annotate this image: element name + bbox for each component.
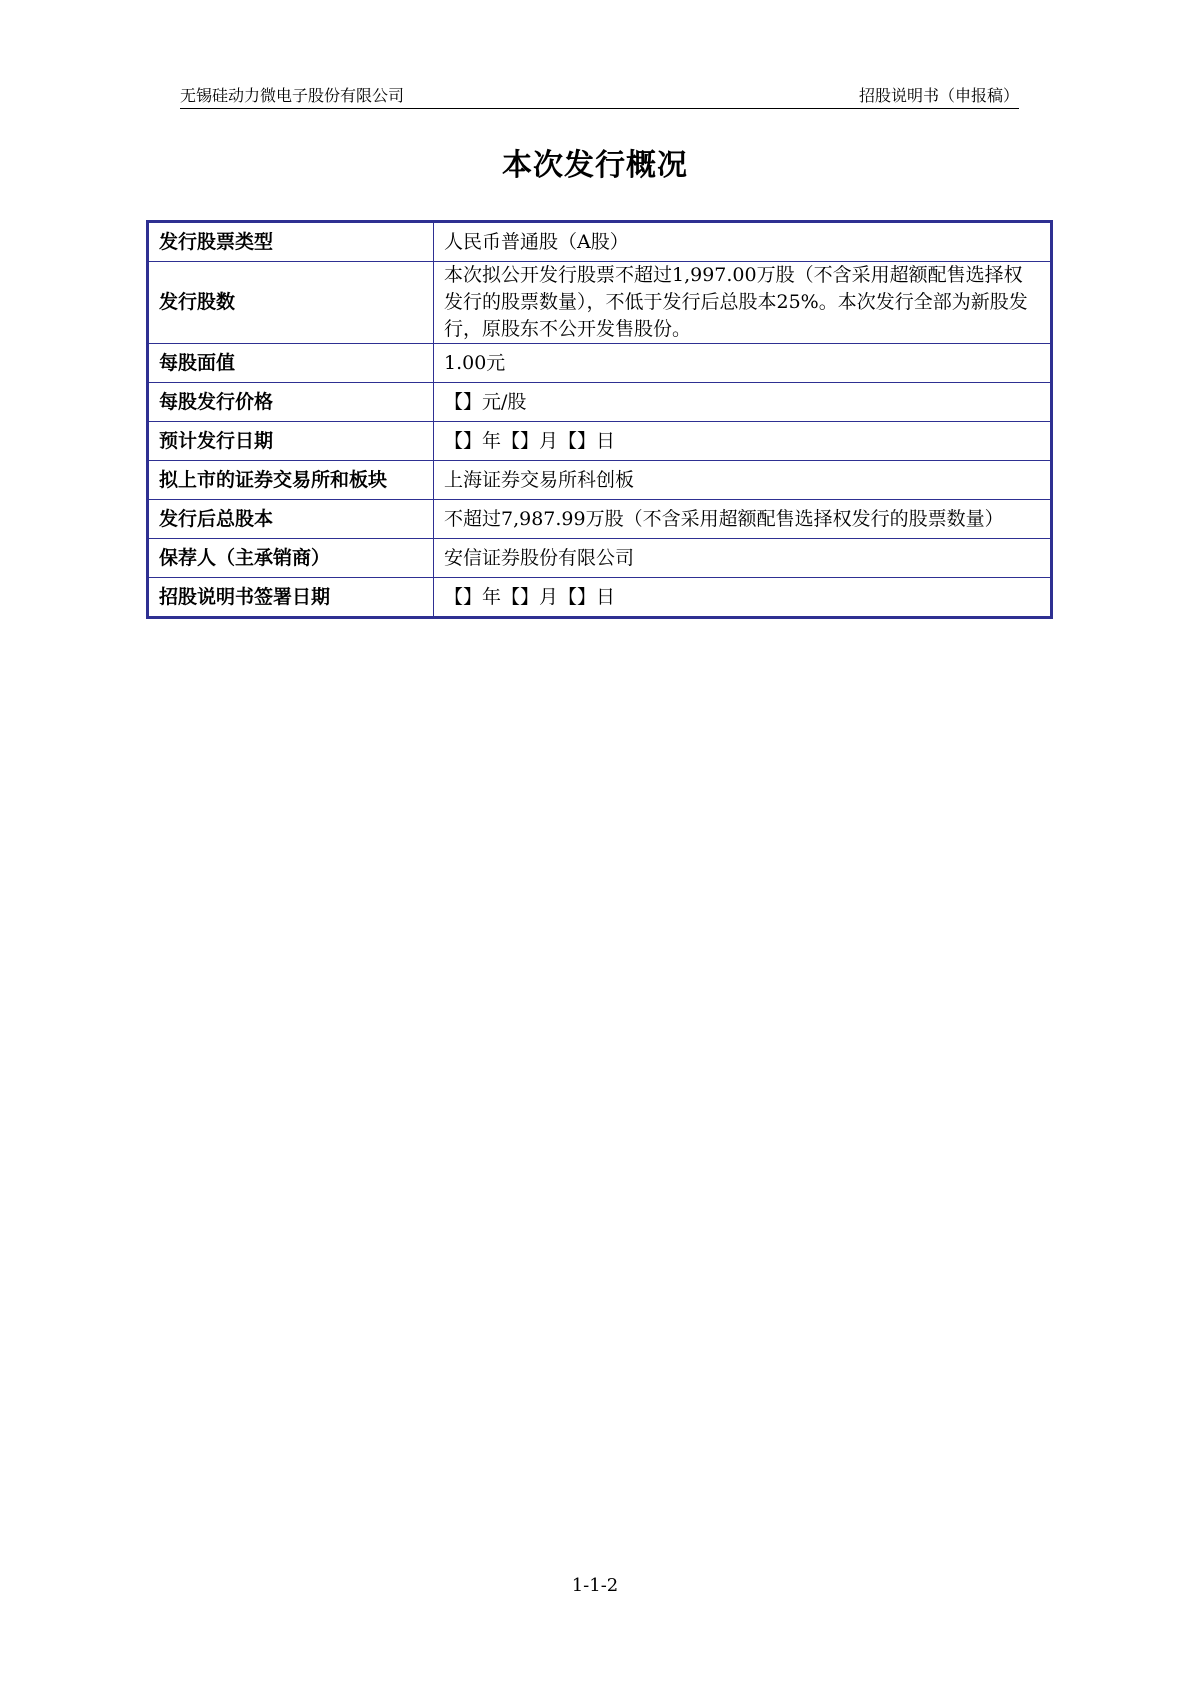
row-value: 【】年【】月【】日 [434,578,1052,618]
row-value: 【】年【】月【】日 [434,422,1052,461]
row-value: 不超过7,987.99万股（不含采用超额配售选择权发行的股票数量） [434,500,1052,539]
row-label: 发行后总股本 [148,500,434,539]
document-type: 招股说明书（申报稿） [858,86,1019,105]
table-row [148,461,1052,500]
row-label: 每股发行价格 [148,383,434,422]
page-title: 本次发行概况 [502,148,688,183]
page-number: 1-1-2 [571,1575,619,1596]
row-label: 每股面值 [148,344,434,383]
row-label: 发行股数 [148,262,434,344]
row-label: 拟上市的证券交易所和板块 [148,461,434,500]
table-row [148,383,1052,422]
row-value: 本次拟公开发行股票不超过1,997.00万股（不含采用超额配售选择权发行的股票数量），不低于发行后总股本25%。本次发行全部为新股发行，原股东不公开发售股份。 [434,262,1052,344]
row-label: 招股说明书签署日期 [148,578,434,618]
table-row [148,500,1052,539]
row-label: 保荐人（主承销商） [148,539,434,578]
company-name: 无锡硅动力微电子股份有限公司 [180,86,405,105]
row-value: 1.00元 [434,344,1052,383]
table-row [148,539,1052,578]
page-header [180,84,1019,109]
table-row [148,578,1052,618]
table-row [148,262,1052,344]
row-label: 发行股票类型 [148,222,434,262]
row-value: 人民币普通股（A股） [434,222,1052,262]
row-label: 预计发行日期 [148,422,434,461]
issuance-overview-table [146,220,1053,619]
table-row [148,422,1052,461]
row-value: 上海证券交易所科创板 [434,461,1052,500]
table-row [148,344,1052,383]
row-value: 【】元/股 [434,383,1052,422]
row-value: 安信证券股份有限公司 [434,539,1052,578]
table-row [148,222,1052,262]
